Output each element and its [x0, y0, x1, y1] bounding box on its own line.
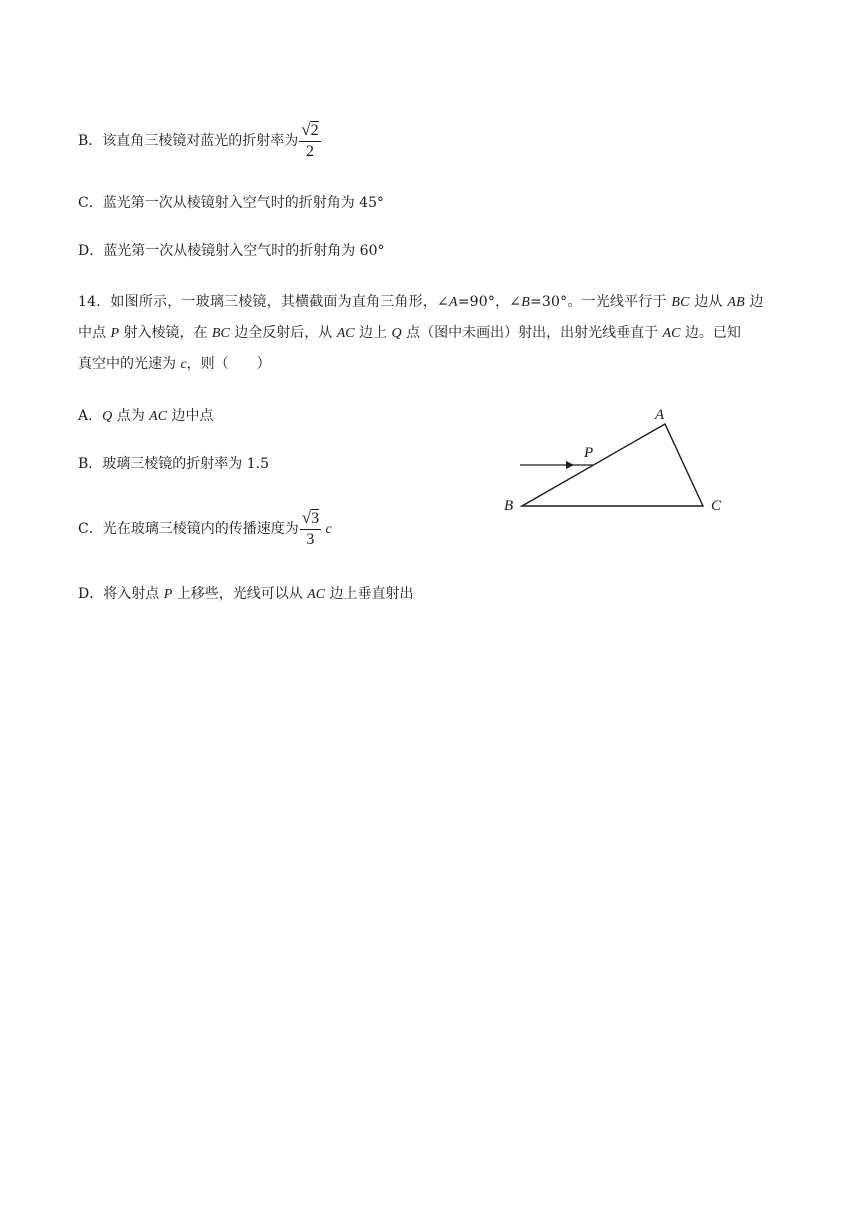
label-a: A — [655, 407, 665, 423]
sqrt2-over-2-fraction: $\frac{√2}{2}$ — [301, 120, 319, 160]
label-b: B — [504, 498, 514, 514]
incident-ray-arrowhead — [566, 461, 574, 469]
q14-option-b: B．玻璃三棱镜的折射率为 1.5 — [78, 456, 270, 472]
q14-stem-line-3: 真空中的光速为 c，则（ ） — [78, 356, 271, 372]
label-c: C — [711, 498, 722, 514]
q14-stem-line-2: 中点 P 射入棱镜，在 BC 边全反射后，从 AC 边上 Q 点（图中未画出）射出，出射光线垂直于 AC 边。已知 — [78, 325, 741, 341]
label-p: P — [584, 445, 594, 461]
sqrt3-over-3-fraction: $\frac{√3}{3}$ — [301, 508, 320, 548]
q13-option-b-text: B．该直角三棱镜对蓝光的折射率为 — [78, 133, 299, 149]
q14-stem-line-1: 14．如图所示，一玻璃三棱镜，其横截面为直角三角形，∠A=90°，∠B=30°。一光线平行于 BC 边从 AB 边 — [78, 294, 764, 310]
fraction-numerator: 2 — [310, 122, 319, 139]
q14-option-c: C．光在玻璃三棱镜内的传播速度为 $\frac{√3}{3}$ c — [78, 508, 332, 548]
q14-option-d: D．将入射点 P 上移些，光线可以从 AC 边上垂直射出 — [78, 586, 414, 602]
q14-option-a: A．Q 点为 AC 边中点 — [78, 408, 214, 424]
q13-option-c: C．蓝光第一次从棱镜射入空气时的折射角为 45° — [78, 195, 384, 211]
q14-stem — [78, 287, 784, 380]
q13-option-b — [78, 120, 321, 162]
fraction-denominator: 2 — [305, 143, 314, 160]
q13-option-d: D．蓝光第一次从棱镜射入空气时的折射角为 60° — [78, 243, 385, 259]
prism-figure — [495, 400, 735, 520]
